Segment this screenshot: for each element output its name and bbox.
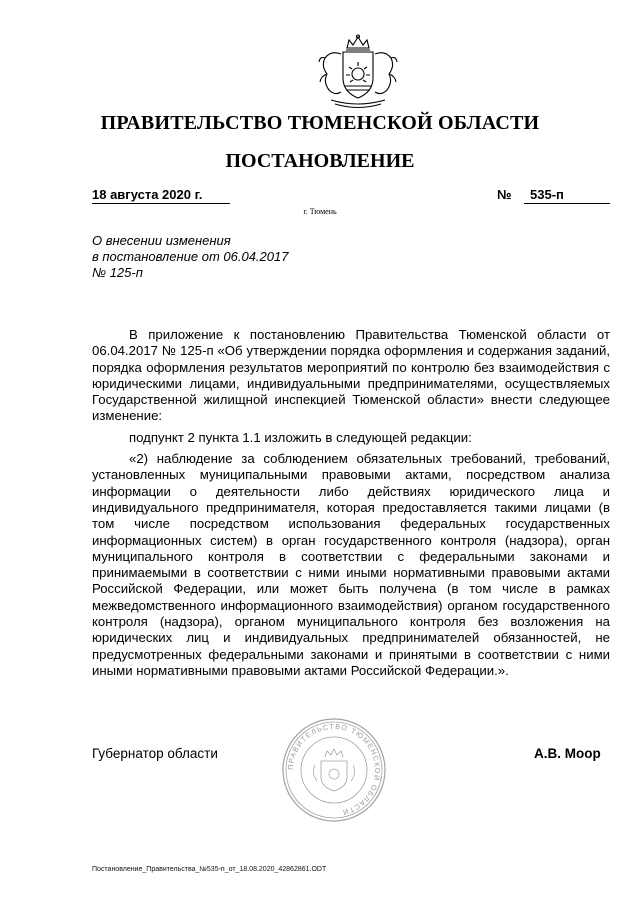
document-place: г. Тюмень [303, 207, 337, 216]
body-paragraph: «2) наблюдение за соблюдением обязательных требований, требований, установленных муниципальными правовыми актами, посредством анализа информации о деятельности либо действиях юридического лица и индивидуального предпринимателя, которая предоставляется такими лицами (в том числе посредством использования федеральных государственных информационных систем) в орган государственного контроля (надзора), орган муниципального контроля в соответствии с федеральными законами и принимаемыми в соответствии с ними иными нормативными правовыми актами Российской Федерации, или может быть получена (в том числе в рамках межведомственного информационного взаимодействия) органом государственного контроля (надзора), органом муниципального контроля без возложения на юридических лиц и индивидуальных предпринимателей обязанностей, не предусмотренных федеральными законами и принятыми в соответствии с ними иными нормативными правовыми актами Российской Федерации.». [92, 451, 610, 678]
coat-of-arms-emblem-icon [317, 34, 399, 110]
document-body [92, 327, 610, 679]
signatory-name: А.В. Моор [534, 746, 601, 761]
seal-text: ПРАВИТЕЛЬСТВО ТЮМЕНСКОЙ ОБЛАСТИ [285, 721, 383, 818]
body-paragraph: В приложение к постановлению Правительства Тюменской области от 06.04.2017 № 125-п «Об утверждении порядка оформления и содержания заданий, порядка оформления результатов мероприятий по контролю без взаимодействия с юридическими лицами, индивидуальными предпринимателями, осуществляемых Государственной жилищной инспекцией Тюменской области» внести следующее изменение: [92, 327, 610, 424]
subject-line: № 125-п [92, 265, 143, 280]
document-type-heading: ПОСТАНОВЛЕНИЕ [225, 150, 415, 172]
document-subject [92, 233, 352, 281]
official-seal-stamp-icon [281, 717, 387, 823]
document-number: 535-п [524, 187, 610, 204]
document-date: 18 августа 2020 г. [92, 187, 230, 204]
subject-line: О внесении изменения [92, 233, 231, 248]
body-paragraph: подпункт 2 пункта 1.1 изложить в следующей редакции: [129, 429, 472, 445]
file-name-footer: Постановление_Правительства_№535-п_от_18.08.2020_42862861.ODT [92, 866, 327, 873]
document-number-label: № [497, 187, 512, 202]
organization-title: ПРАВИТЕЛЬСТВО ТЮМЕНСКОЙ ОБЛАСТИ [100, 112, 540, 134]
subject-line: в постановление от 06.04.2017 [92, 249, 289, 264]
signatory-role: Губернатор области [92, 746, 218, 761]
